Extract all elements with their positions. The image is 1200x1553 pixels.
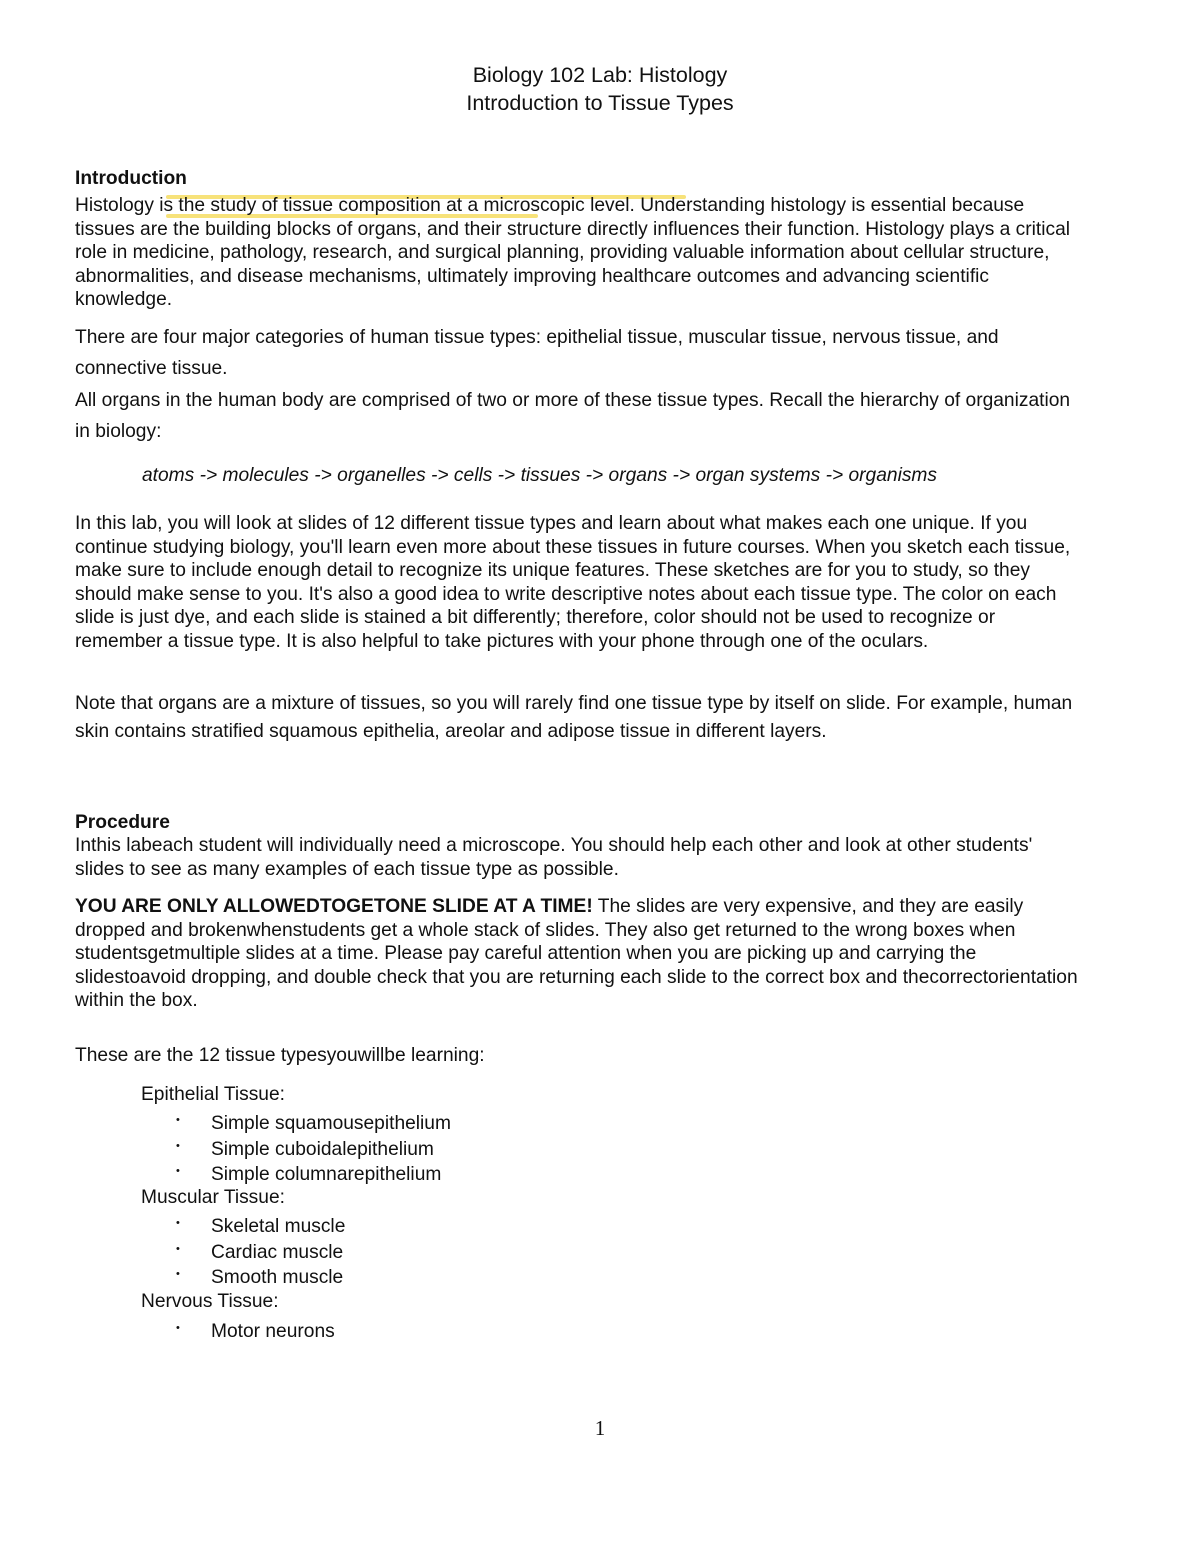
intro-paragraph-3: All organs in the human body are comprised of two or more of these tissue types. Recall the hierarchy of organization in biology:	[75, 390, 1071, 442]
bullet-icon: •	[176, 1165, 180, 1177]
list-item: • Simple squamousepithelium	[176, 1108, 451, 1136]
intro-paragraph-2: There are four major categories of human tissue types: epithelial tissue, muscular tissue, nervous tissue, and connective tissue.	[75, 327, 999, 379]
tissue-list-intro: These are the 12 tissue typesyouwillbe learning:	[75, 1045, 485, 1066]
list-item: • Simple columnarepithelium	[176, 1159, 441, 1187]
introduction-heading: Introduction	[75, 168, 187, 189]
intro-paragraph-4: In this lab, you will look at slides of 12 different tissue types and learn about what makes each one unique. If you continue studying biology, you'll learn even more about these tissues in future courses. When you sketch each tissue, make sure to include enough detail to recognize its unique features. These sketches are for you to study, so they should make sense to you. It's also a good idea to write descriptive notes about each tissue type. The color on each slide is just dye, and each slide is stained a bit differently; therefore, color should not be used to recognize or remember a tissue type. It is also helpful to take pictures with your phone through one of the oculars.	[75, 513, 1071, 652]
warning-bold-text: YOU ARE ONLY ALLOWEDTOGETONE SLIDE AT A TIME!	[75, 896, 593, 917]
page-number: 1	[594, 1416, 606, 1440]
document-subtitle: Introduction to Tissue Types	[466, 91, 734, 115]
tissue-group-heading: Epithelial Tissue:	[141, 1084, 285, 1105]
bullet-icon: •	[176, 1268, 180, 1280]
procedure-paragraph-1: Inthis labeach student will individually need a microscope. You should help each other and look at other students' slides to see as many examples of each tissue type as possible.	[75, 835, 1033, 880]
list-item: • Cardiac muscle	[176, 1237, 343, 1265]
organization-hierarchy: atoms -> molecules -> organelles -> cells -> tissues -> organs -> organ systems -> organisms	[142, 465, 938, 486]
list-item: • Simple cuboidalepithelium	[176, 1134, 434, 1162]
bullet-icon: •	[176, 1322, 180, 1334]
tissue-group-heading: Nervous Tissue:	[141, 1291, 279, 1312]
bullet-icon: •	[176, 1114, 180, 1126]
intro-paragraph-5: Note that organs are a mixture of tissues, so you will rarely find one tissue type by itself on slide. For example, human skin contains stratified squamous epithelia, areolar and adipose tissue in different layers.	[75, 693, 1073, 742]
intro-paragraph-1: Histology is the study of tissue composition at a microscopic level. Understanding histology is essential because tissues are the building blocks of organs, and their structure directly influences their function. Histology plays a critical role in medicine, pathology, research, and surgical planning, providing valuable information about cellular structure, abnormalities, and disease mechanisms, ultimately improving healthcare outcomes and advancing scientific knowledge.	[75, 195, 1071, 310]
bullet-icon: •	[176, 1140, 180, 1152]
warning-text: The slides are very expensive, and they are easily dropped and brokenwhenstudents get a whole stack of slides. They also get returned to the wrong boxes when studentsgetmultiple slides at a time. Please pay careful attention when you are picking up and carrying the slidestoavoid dropping, and double check that you are returning each slide to the correct box and thecorrectorientation within the box.	[75, 896, 1078, 1011]
bullet-icon: •	[176, 1217, 180, 1229]
procedure-heading: Procedure	[75, 812, 170, 833]
list-item: • Smooth muscle	[176, 1262, 343, 1290]
document-title: Biology 102 Lab: Histology	[472, 63, 728, 87]
procedure-warning	[75, 895, 1085, 1013]
tissue-group-heading: Muscular Tissue:	[141, 1187, 285, 1208]
bullet-icon: •	[176, 1243, 180, 1255]
list-item: • Motor neurons	[176, 1316, 335, 1344]
list-item: • Skeletal muscle	[176, 1211, 345, 1239]
